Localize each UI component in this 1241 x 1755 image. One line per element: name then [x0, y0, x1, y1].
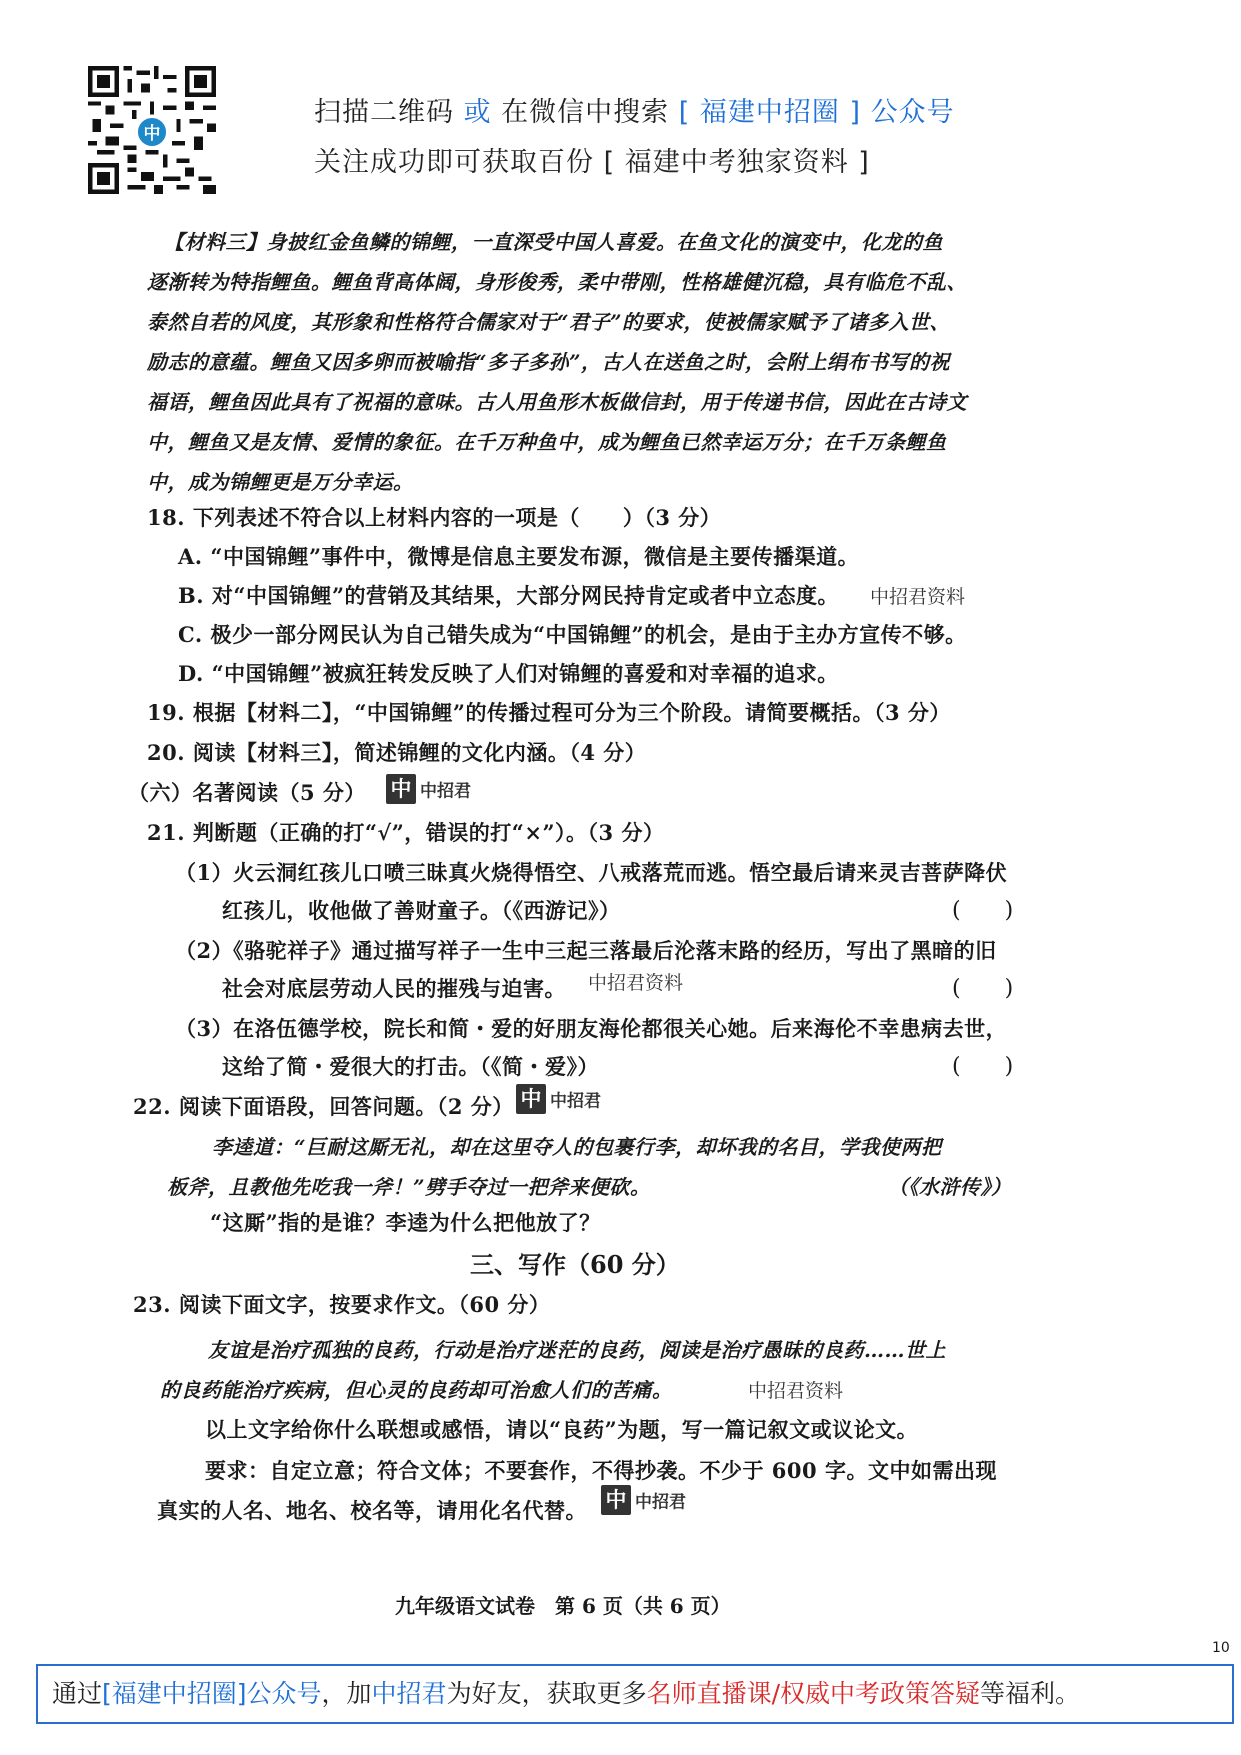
promo-banner[interactable]: 通过[福建中招圈]公众号，加中招君为好友，获取更多名师直播课/权威中考政策答疑等福利。	[36, 1664, 1234, 1724]
page-footer: 九年级语文试卷 第 6 页（共 6 页）	[395, 1594, 731, 1618]
question-18-option-d: D. “中国锦鲤”被疯狂转发反映了人们对锦鲤的喜爱和对幸福的追求。	[178, 661, 839, 686]
material3-line: 福语，鲤鱼因此具有了祝福的意味。古人用鱼形木板做信封，用于传递书信，因此在古诗文	[147, 390, 967, 414]
question-20: 20. 阅读【材料三】，简述锦鲤的文化内涵。（4 分）	[147, 740, 647, 765]
question-22-quote-line-2: 板斧，且教他先吃我一斧！”劈手夺过一把斧来便砍。	[167, 1175, 651, 1199]
material3-line: 中，成为锦鲤更是万分幸运。	[147, 470, 414, 494]
answer-blank[interactable]: ( )	[952, 976, 1014, 1001]
header-line-1: 扫描二维码 或 在微信中搜索 [ 福建中招圈 ] 公众号	[314, 97, 955, 128]
question-22-quote-line-1: 李逵道：“巨耐这厮无礼，却在这里夺人的包裹行李，却坏我的名目，学我使两把	[212, 1135, 942, 1159]
watermark-logo: 中 中招君	[516, 1084, 601, 1114]
answer-blank[interactable]: ( )	[952, 1054, 1014, 1079]
question-21-item-3: （3）在洛伍德学校，院长和简・爱的好朋友海伦都很关心她。后来海伦不幸患病去世，	[175, 1016, 1008, 1041]
qr-center-badge: 中	[136, 116, 168, 148]
watermark-logo: 中 中招君	[601, 1485, 686, 1515]
question-21-item-2: （2）《骆驼祥子》通过描写祥子一生中三起三落最后沦落末路的经历，写出了黑暗的旧	[175, 938, 997, 963]
question-18-stem: 18. 下列表述不符合以上材料内容的一项是（ ）（3 分）	[147, 505, 722, 530]
watermark-text: 中招君资料	[748, 1380, 844, 1402]
question-22-source: （《水浒传》）	[888, 1175, 1012, 1199]
section-6-title: （六）名著阅读（5 分）	[128, 780, 366, 805]
material3-line: 【材料三】身披红金鱼鳞的锦鲤，一直深受中国人喜爱。在鱼文化的演变中，化龙的鱼	[164, 230, 943, 254]
question-23-prompt: 以上文字给你什么联想或感悟，请以“良药”为题，写一篇记叙文或议论文。	[205, 1417, 919, 1442]
question-21-item-1-cont: 红孩儿，收他做了善财童子。（《西游记》）	[222, 898, 621, 923]
material3-line: 泰然自若的风度，其形象和性格符合儒家对于“君子”的要求，使被儒家赋予了诸多入世、	[147, 310, 951, 334]
question-22-question: “这厮”指的是谁？李逵为什么把他放了？	[210, 1210, 601, 1235]
header-line-2: 关注成功即可获取百份 [ 福建中考独家资料 ]	[314, 147, 870, 178]
question-18-option-a: A. “中国锦鲤”事件中，微博是信息主要发布源，微信是主要传播渠道。	[178, 544, 860, 569]
question-18-option-b: B. 对“中国锦鲤”的营销及其结果，大部分网民持肯定或者中立态度。	[178, 583, 840, 608]
question-18-option-c: C. 极少一部分网民认为自己错失成为“中国锦鲤”的机会，是由于主办方宣传不够。	[178, 622, 967, 647]
question-22-stem: 22. 阅读下面语段，回答问题。（2 分）	[133, 1094, 514, 1119]
question-21-item-1: （1）火云洞红孩儿口喷三昧真火烧得悟空、八戒落荒而逃。悟空最后请来灵吉菩萨降伏	[175, 860, 1008, 885]
question-23-text-line-1: 友谊是治疗孤独的良药，行动是治疗迷茫的良药，阅读是治疗愚昧的良药……世上	[208, 1338, 946, 1362]
question-21-stem: 21. 判断题（正确的打“√”，错误的打“×”）。（3 分）	[147, 820, 665, 845]
material3-line: 励志的意蕴。鲤鱼又因多卵而被喻指“多子多孙”，古人在送鱼之时，会附上绢布书写的祝	[147, 350, 951, 374]
question-23-text-line-2: 的良药能治疗疾病，但心灵的良药却可治愈人们的苦痛。	[160, 1378, 673, 1402]
watermark-text: 中招君资料	[870, 586, 966, 608]
section-3-title: 三、写作（60 分）	[470, 1250, 680, 1279]
question-23-stem: 23. 阅读下面文字，按要求作文。（60 分）	[133, 1292, 551, 1317]
question-21-item-3-cont: 这给了简・爱很大的打击。（《简・爱》）	[222, 1054, 599, 1079]
question-23-requirements-line-2: 真实的人名、地名、校名等，请用化名代替。	[157, 1498, 587, 1523]
watermark-logo: 中 中招君	[386, 774, 471, 804]
account-name[interactable]: [ 福建中招圈 ] 公众号	[678, 97, 955, 128]
question-19: 19. 根据【材料二】，“中国锦鲤”的传播过程可分为三个阶段。请简要概括。（3 分）	[147, 700, 951, 725]
edge-number: 10	[1212, 1640, 1230, 1656]
material3-line: 逐渐转为特指鲤鱼。鲤鱼背高体阔，身形俊秀，柔中带刚，性格雄健沉稳，具有临危不乱、	[147, 270, 967, 294]
question-21-item-2-cont: 社会对底层劳动人民的摧残与迫害。	[222, 976, 566, 1001]
watermark-text: 中招君资料	[588, 972, 684, 994]
question-23-requirements-line-1: 要求：自定立意；符合文体；不要套作，不得抄袭。不少于 600 字。文中如需出现	[205, 1458, 997, 1483]
answer-blank[interactable]: ( )	[952, 898, 1014, 923]
material3-line: 中，鲤鱼又是友情、爱情的象征。在千万种鱼中，成为鲤鱼已然幸运万分；在千万条鲤鱼	[147, 430, 947, 454]
